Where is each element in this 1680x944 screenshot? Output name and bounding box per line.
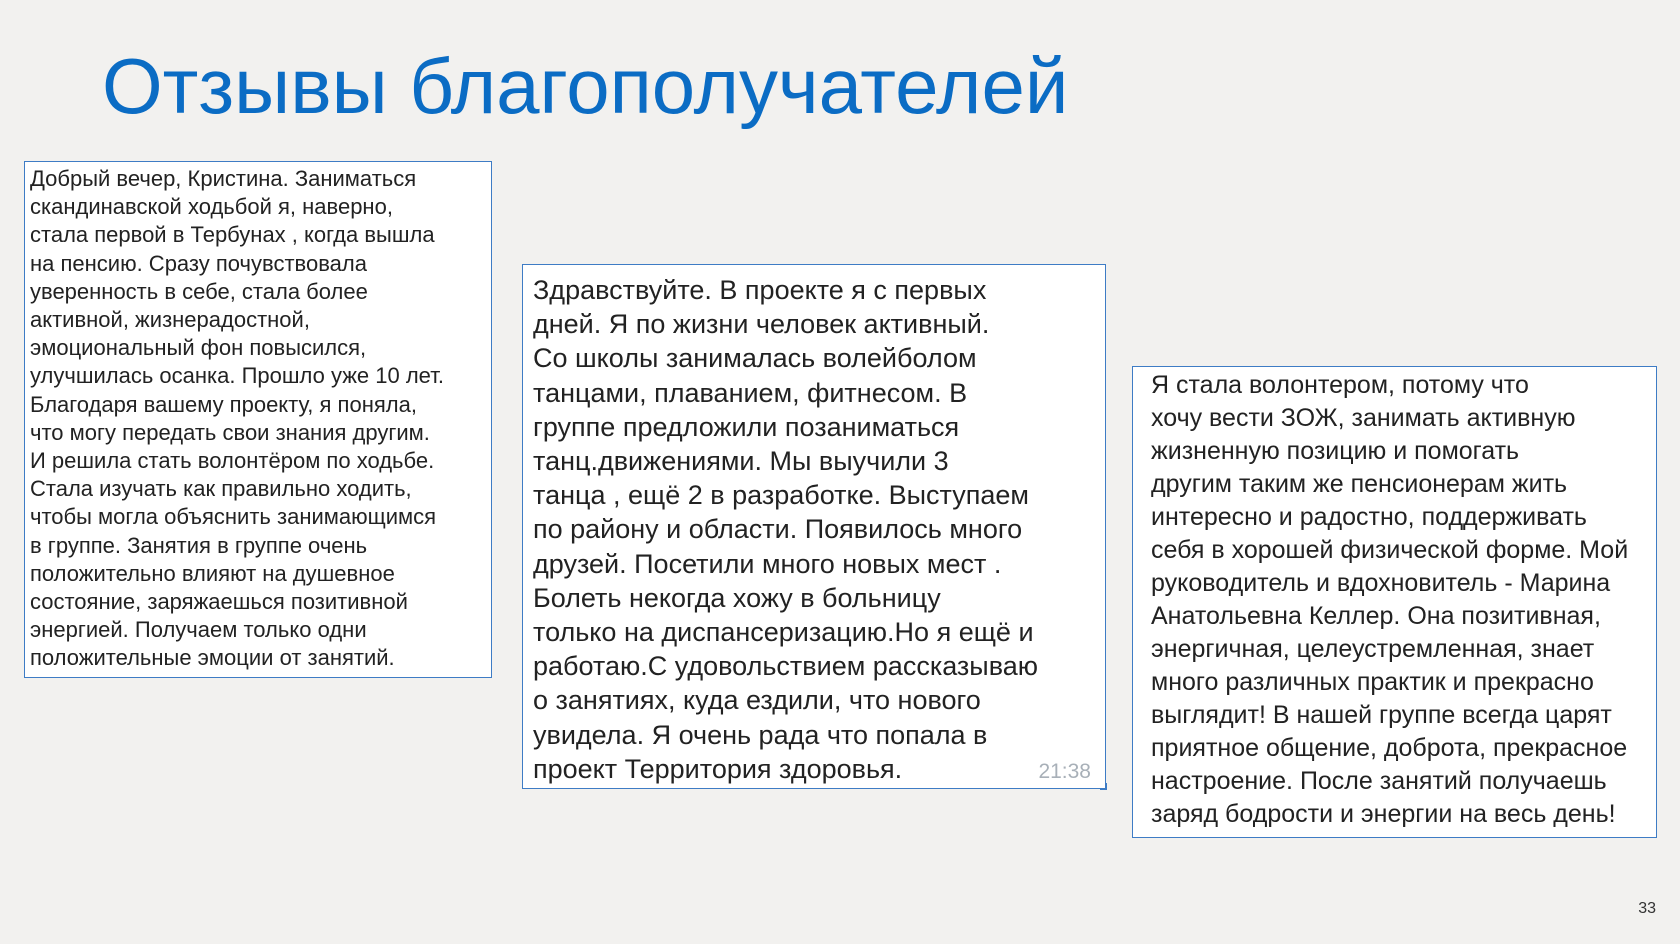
review-line: другим таким же пенсионерам жить xyxy=(1151,470,1568,498)
review-line: энергией. Получаем только одни xyxy=(30,617,367,643)
review-line: Стала изучать как правильно ходить, xyxy=(30,476,412,502)
review-line: Я стала волонтером, потому что xyxy=(1151,371,1529,399)
review-line: на пенсию. Сразу почувствовала xyxy=(30,250,367,276)
review-line: заряд бодрости и энергии на весь день! xyxy=(1151,800,1616,828)
review-line: приятное общение, доброта, прекрасное xyxy=(1151,734,1628,762)
review-line: И решила стать волонтёром по ходьбе. xyxy=(30,448,435,474)
review-line: по району и области. Появилось много xyxy=(533,514,1023,545)
message-timestamp: 21:38 xyxy=(1038,760,1091,783)
review-card-2 xyxy=(522,264,1106,789)
review-line: настроение. После занятий получаешь xyxy=(1151,767,1607,795)
review-line: что могу передать свои знания другим. xyxy=(30,419,430,445)
review-line: Анатольевна Келлер. Она позитивная, xyxy=(1151,602,1601,630)
review-line: себя в хорошей физической форме. Мой xyxy=(1151,536,1629,564)
review-line: только на диспансеризацию.Но я ещё и xyxy=(533,617,1034,648)
review-line: уверенность в себе, стала более xyxy=(30,278,368,304)
review-line: состояние, заряжаешься позитивной xyxy=(30,589,408,615)
review-line: увидела. Я очень рада что попала в xyxy=(533,719,988,750)
corner-marker-icon xyxy=(1100,783,1107,790)
review-line: работаю.С удовольствием рассказываю xyxy=(533,651,1039,682)
review-line: Здравствуйте. В проекте я с первых xyxy=(533,275,987,305)
review-line: стала первой в Тербунах , когда вышла xyxy=(30,222,435,248)
review-line: руководитель и вдохновитель - Марина xyxy=(1151,569,1611,597)
review-line: жизненную позицию и помогать xyxy=(1151,437,1520,465)
review-line: о занятиях, куда ездили, что нового xyxy=(533,685,981,716)
review-line: активной, жизнерадостной, xyxy=(30,307,310,333)
review-line: Добрый вечер, Кристина. Заниматься xyxy=(30,166,417,191)
review-line: друзей. Посетили много новых мест . xyxy=(533,548,1002,579)
review-line: дней. Я по жизни человек активный. xyxy=(533,309,990,340)
review-line: проект Территория здоровья. xyxy=(533,753,903,784)
review-line: выглядит! В нашей группе всегда царят xyxy=(1151,701,1612,729)
review-line: улучшилась осанка. Прошло уже 10 лет. xyxy=(30,363,444,389)
review-line: скандинавской ходьбой я, наверно, xyxy=(30,194,393,220)
review-line: танцами, плаванием, фитнесом. В xyxy=(533,377,968,408)
review-line: танц.движениями. Мы выучили 3 xyxy=(533,446,949,477)
review-line: чтобы могла объяснить занимающимся xyxy=(30,504,437,530)
slide-title: Отзывы благополучателей xyxy=(102,42,1069,130)
review-line: Со школы занималась волейболом xyxy=(533,343,977,374)
review-line: Болеть некогда хожу в больницу xyxy=(533,582,941,613)
review-line: в группе. Занятия в группе очень xyxy=(30,532,368,558)
review-line: эмоциональный фон повысился, xyxy=(30,335,367,361)
review-line: положительные эмоции от занятий. xyxy=(30,645,395,671)
review-line: Благодаря вашему проекту, я поняла, xyxy=(30,391,417,417)
page-number: 33 xyxy=(1638,900,1656,917)
review-card-3 xyxy=(1132,366,1657,838)
review-line: положительно влияют на душевное xyxy=(30,560,395,586)
review-line: группе предложили позаниматься xyxy=(533,411,960,442)
review-line: энергичная, целеустремленная, знает xyxy=(1151,635,1595,663)
review-line: интересно и радостно, поддерживать xyxy=(1151,503,1587,531)
review-line: много различных практик и прекрасно xyxy=(1151,668,1594,696)
review-line: танца , ещё 2 в разработке. Выступаем xyxy=(533,480,1029,511)
review-line: хочу вести ЗОЖ, занимать активную xyxy=(1151,404,1576,432)
review-card-1 xyxy=(24,161,492,678)
